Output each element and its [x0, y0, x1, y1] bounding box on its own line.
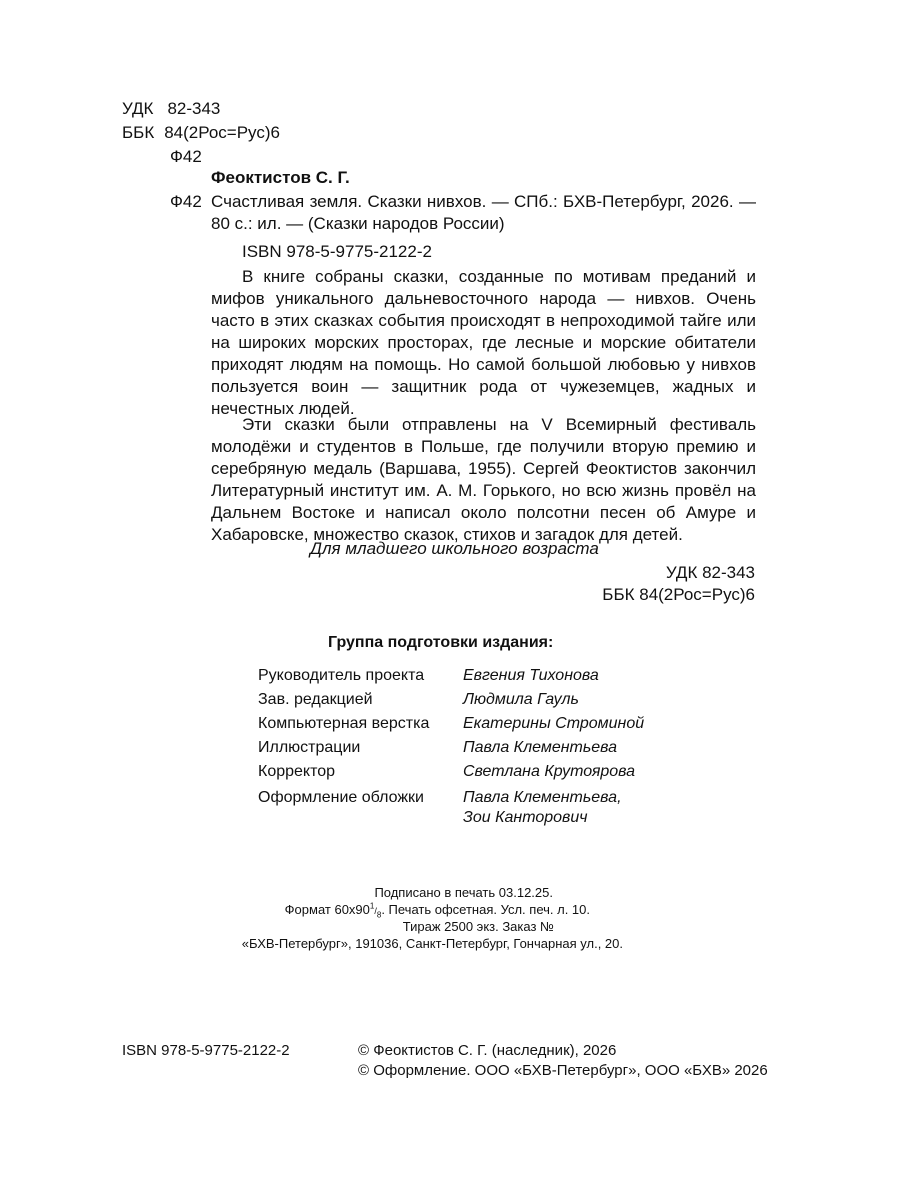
book-description: Счастливая земля. Сказки нивхов. — СПб.: БХВ-Петербург, 2026. — 80 с.: ил. — (Сказки народов России) — [211, 192, 756, 233]
credits-title: Группа подготовки издания: — [328, 634, 554, 651]
credit-name: Павла Клементьева, — [463, 789, 622, 806]
bbk-label: ББК — [122, 123, 155, 142]
credit-role: Корректор — [258, 763, 336, 780]
udk-right: УДК 82-343 — [665, 563, 755, 582]
bbk-value: 84(2Рос=Рус)6 — [164, 123, 280, 142]
annotation-paragraph-1: В книге собраны сказки, созданные по мотивам преданий и мифов уникального дальневосточного народа — нивхов. Очень часто в этих сказках события происходят в непроходимой тайге или на широких морских просторах, где лесные и морские обитатели приходят людям на помощь. Но самой большой любовью у нивхов пользуется воин — защитник рода от чужеземцев, жадных и нечестных людей. — [211, 267, 756, 418]
footer-isbn: ISBN 978-5-9775-2122-2 — [122, 1042, 290, 1059]
credit-name: Павла Клементьева — [463, 739, 618, 756]
credit-role: Иллюстрации — [258, 739, 361, 756]
credit-role: Компьютерная верстка — [258, 715, 430, 732]
credits-row — [258, 713, 678, 737]
udk-label: УДК — [122, 99, 154, 118]
credit-name: Светлана Крутоярова — [463, 763, 636, 780]
credit-role: Зав. редакцией — [258, 691, 373, 708]
bbk-right: ББК 84(2Рос=Рус)6 — [602, 585, 755, 604]
credit-role: Руководитель проекта — [258, 667, 425, 684]
imprint-format-frac-den: 8 — [376, 910, 382, 920]
credits-row — [258, 761, 678, 785]
credit-name: Евгения Тихонова — [463, 667, 599, 684]
author-mark: Ф42 — [170, 147, 202, 166]
audience-line: Для младшего школьного возраста — [310, 539, 599, 558]
imprint-format-prefix: Формат 60х90 — [284, 902, 370, 917]
record-mark: Ф42 — [170, 192, 202, 211]
isbn-line: ISBN 978-5-9775-2122-2 — [242, 242, 432, 261]
credits-row — [258, 787, 678, 835]
imprint-format: Формат $60х90^1/_8$. Печать офсетная. Усл. печ. л. 10. — [284, 901, 590, 920]
credit-role: Оформление обложки — [258, 789, 424, 806]
credits-row — [258, 737, 678, 761]
annotation-paragraph-2: Эти сказки были отправлены на V Всемирный фестиваль молодёжи и студентов в Польше, где получили вторую премию и серебряную медаль (Варшава, 1955). Сергей Феоктистов закончил Литературный институт им. А. М. Горького, но всю жизнь провёл на Дальнем Востоке и написал около полсотни песен об Амуре и Хабаровске, множество сказок, стихов и загадок для детей. — [211, 415, 756, 544]
imprint-format-frac-num: 1 — [369, 901, 375, 911]
imprint-publisher: «БХВ-Петербург», 191036, Санкт-Петербург, Гончарная ул., 20. — [241, 936, 623, 951]
imprint-circulation: Тираж 2500 экз. Заказ № — [402, 919, 554, 934]
credits-row — [258, 689, 678, 713]
credit-name: Екатерины Строминой — [463, 715, 645, 732]
footer-copyright-design: © Оформление. ООО «БХВ-Петербург», ООО «БХВ» 2026 — [358, 1062, 768, 1079]
footer-copyright-author: © Феоктистов С. Г. (наследник), 2026 — [358, 1042, 617, 1059]
credits-row — [258, 665, 678, 689]
udk-value: 82-343 — [167, 99, 221, 118]
credit-name: Людмила Гауль — [463, 691, 579, 708]
credit-name-second: Зои Канторович — [463, 809, 588, 826]
imprint-signed: Подписано в печать 03.12.25. — [374, 885, 553, 900]
imprint-format-suffix: . Печать офсетная. Усл. печ. л. 10. — [381, 902, 590, 917]
author-name: Феоктистов С. Г. — [211, 168, 350, 187]
bbk-line — [122, 122, 280, 144]
udk-line — [122, 98, 220, 120]
